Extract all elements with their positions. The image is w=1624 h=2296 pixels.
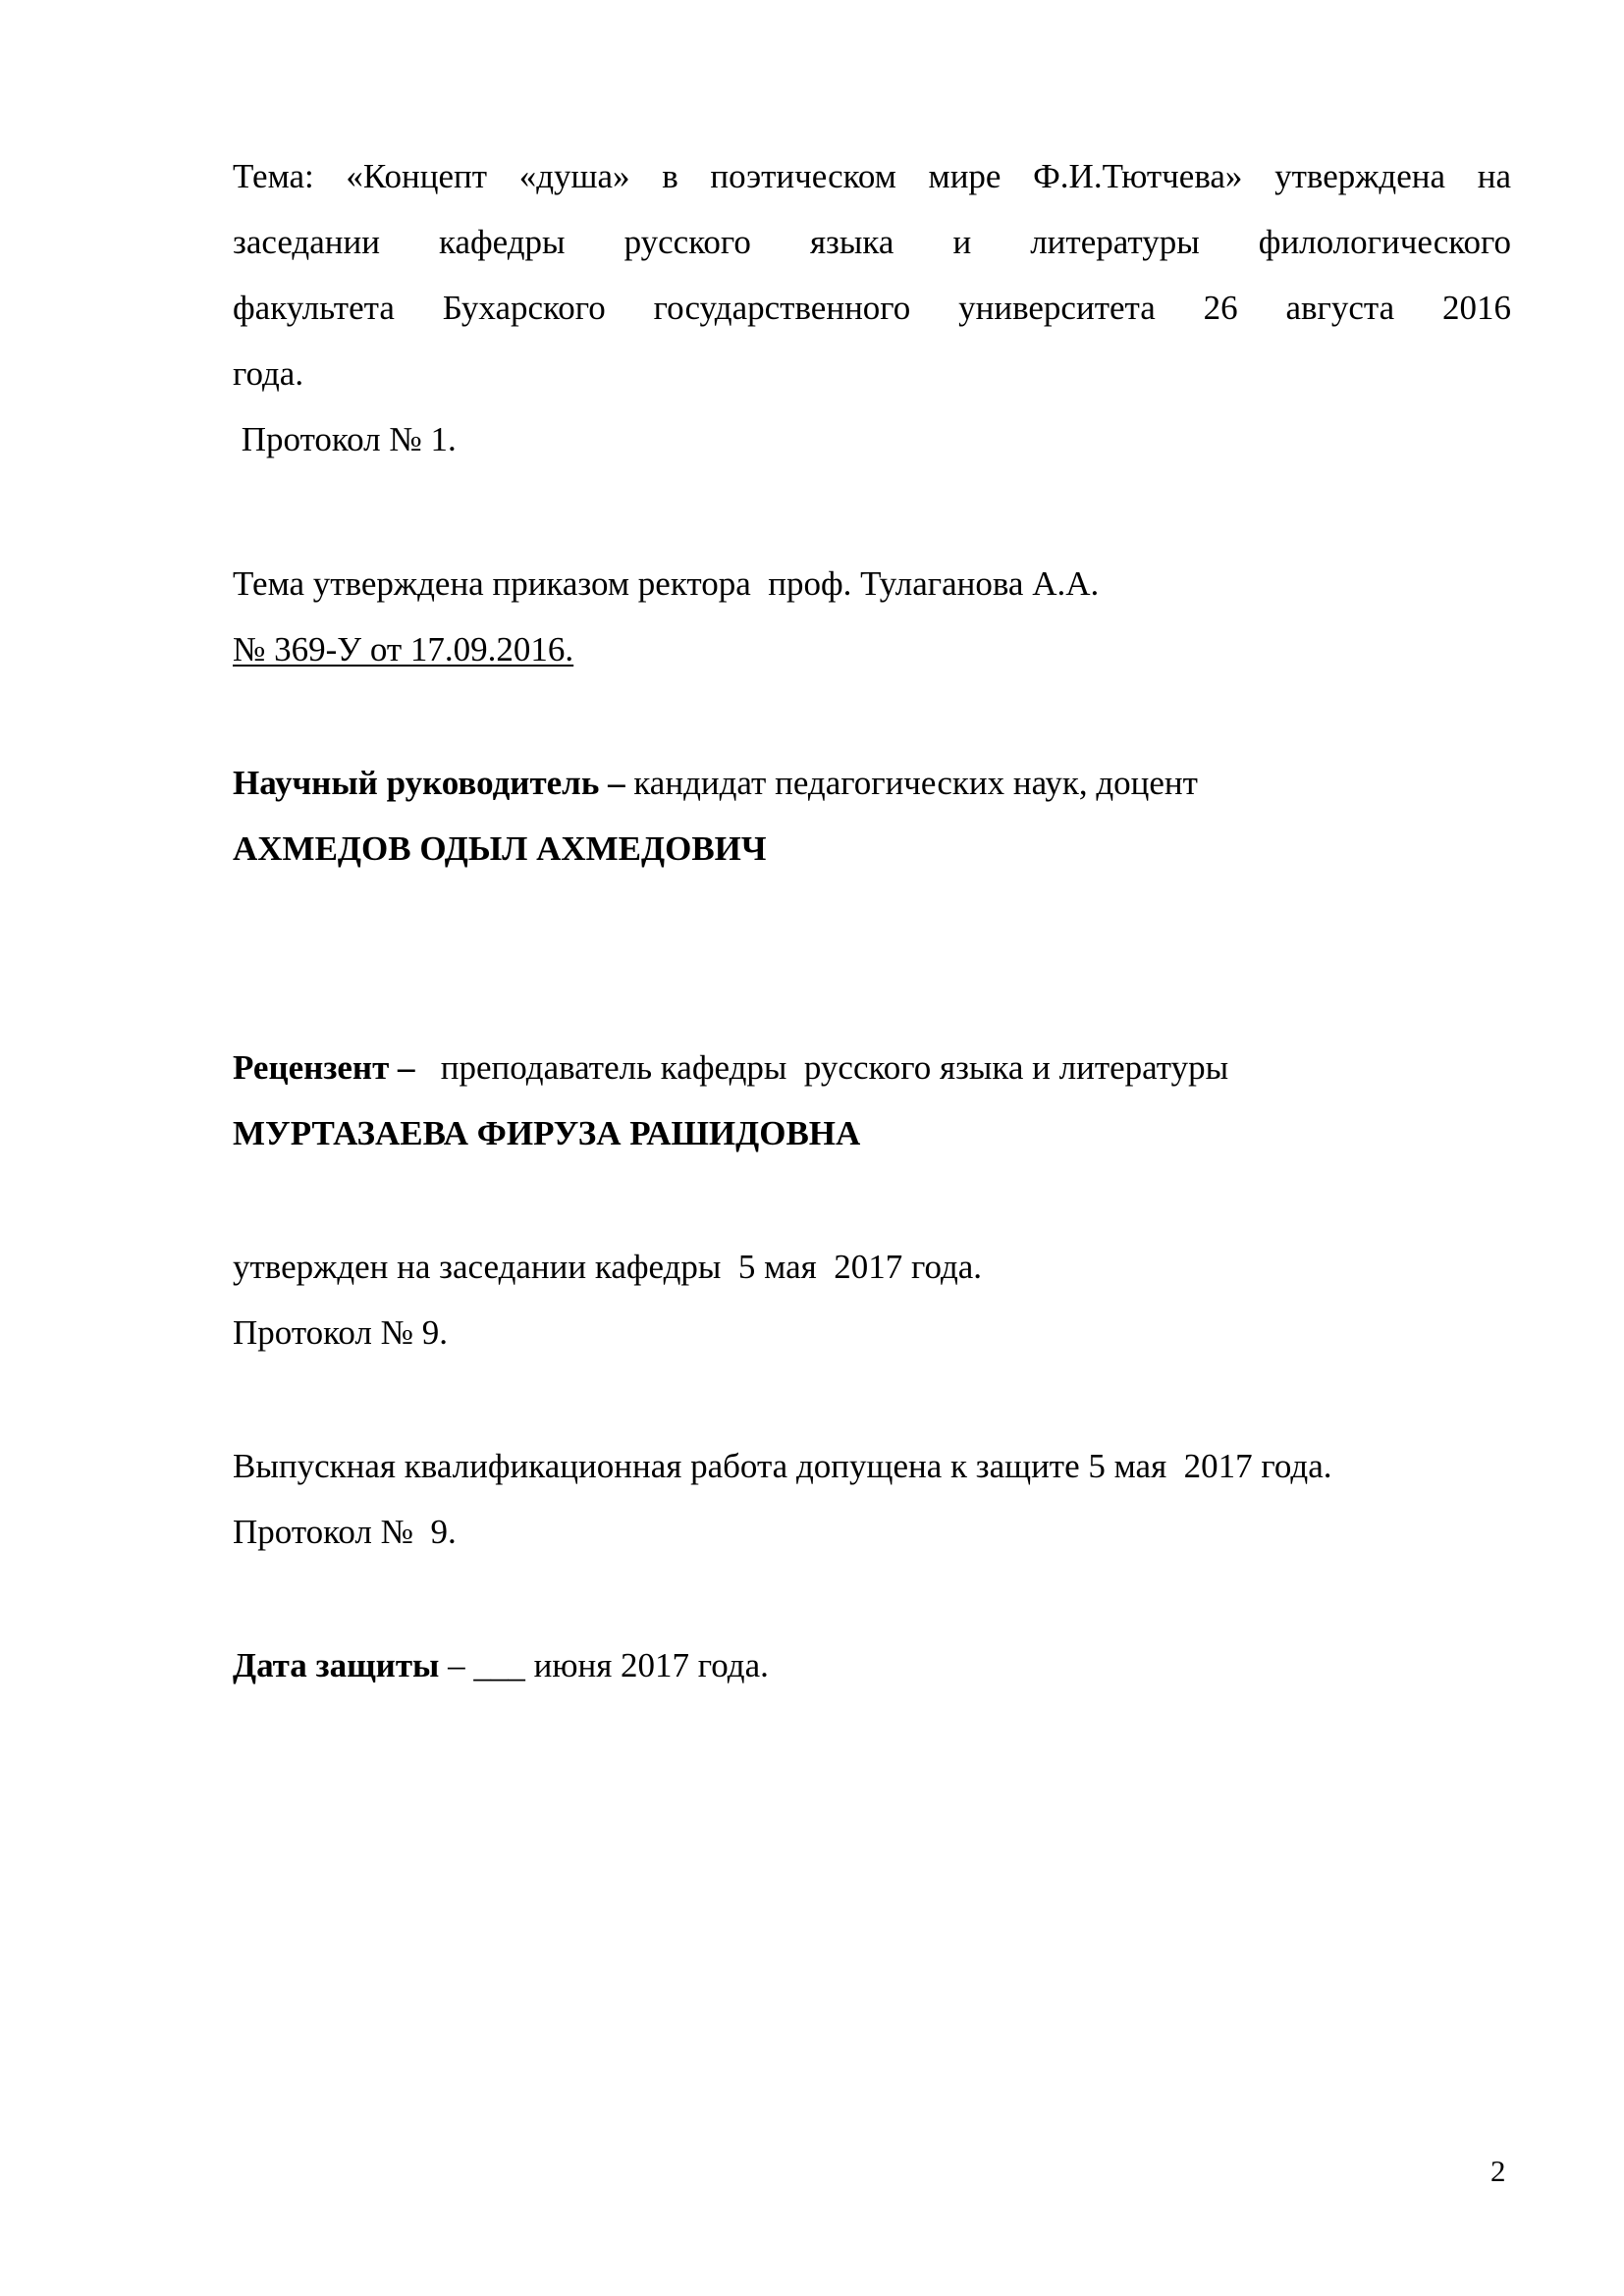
- reviewer-description: преподаватель кафедры русского языка и литературы: [414, 1048, 1229, 1087]
- approval-line-2: заседании кафедры русского языка и литературы филологического: [233, 223, 1511, 261]
- defense-date-label: Дата защиты: [233, 1646, 440, 1684]
- approval-protocol: Протокол № 1.: [233, 420, 457, 458]
- review-approval-protocol: Протокол № 9.: [233, 1313, 449, 1352]
- rector-order-line: Тема утверждена приказом ректора проф. Тулаганова А.А.: [233, 564, 1100, 603]
- reviewer-line: [233, 1046, 1228, 1090]
- supervisor-name: АХМЕДОВ ОДЫЛ АХМЕДОВИЧ: [233, 829, 767, 868]
- reviewer-name: МУРТАЗАЕВА ФИРУЗА РАШИДОВНА: [233, 1114, 861, 1152]
- supervisor-description: кандидат педагогических наук, доцент: [624, 764, 1198, 802]
- reviewer-label: Рецензент –: [233, 1048, 415, 1087]
- approval-line-3: факультета Бухарского государственного университета 26 августа 2016: [233, 289, 1511, 327]
- approval-line-4: года.: [233, 354, 304, 393]
- rector-order-number: [233, 628, 573, 671]
- admission-protocol: Протокол № 9.: [233, 1513, 457, 1551]
- defense-date-line: [233, 1644, 769, 1687]
- defense-date-text: – ___ июня 2017 года.: [439, 1646, 769, 1684]
- approval-line-1: Тема: «Концепт «душа» в поэтическом мире Ф.И.Тютчева» утверждена на: [233, 157, 1511, 195]
- order-number-text: № 369-У от 17.09.2016.: [233, 630, 574, 668]
- page-number: 2: [1490, 2154, 1506, 2188]
- admission-line: Выпускная квалификационная работа допущена к защите 5 мая 2017 года.: [233, 1447, 1332, 1485]
- supervisor-line: [233, 762, 1198, 805]
- review-approval-line: утвержден на заседании кафедры 5 мая 2017 года.: [233, 1248, 983, 1286]
- supervisor-label: Научный руководитель –: [233, 764, 625, 802]
